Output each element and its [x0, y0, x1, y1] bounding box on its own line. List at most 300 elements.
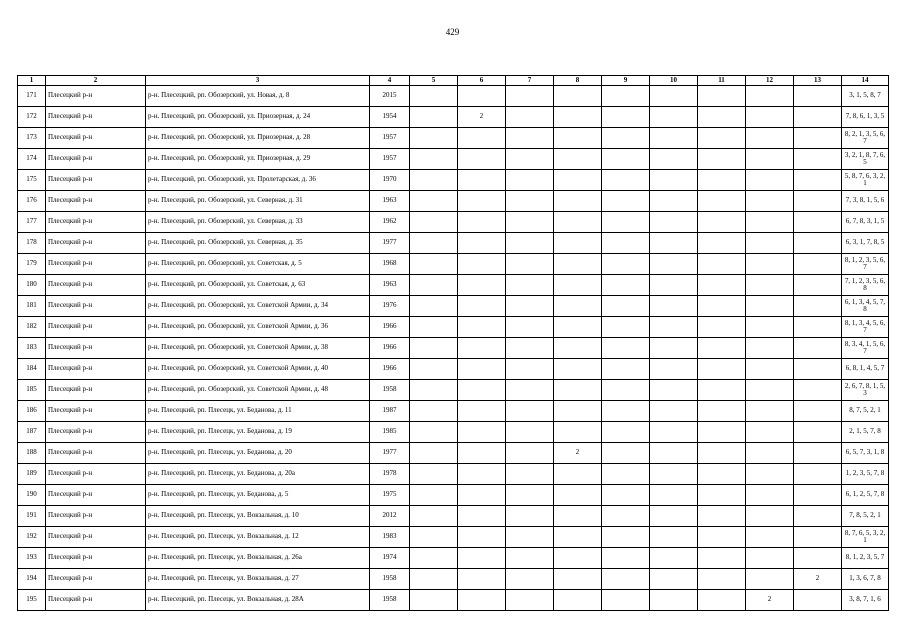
table-row: [18, 149, 889, 170]
year-cell: 1978: [370, 464, 410, 485]
value-cell-5: [410, 338, 458, 359]
value-cell-6: [458, 506, 506, 527]
address-cell: р-н. Плесецкий, рп. Плесецк, ул. Вокзальная, д. 27: [146, 569, 370, 590]
value-cell-11: [698, 212, 746, 233]
value-cell-5: [410, 149, 458, 170]
value-cell-12: [746, 317, 794, 338]
value-cell-5: [410, 569, 458, 590]
column-header-11: 11: [698, 76, 746, 86]
district-cell: Плесецкий р-н: [46, 107, 146, 128]
table-row: [18, 506, 889, 527]
column-header-10: 10: [650, 76, 698, 86]
value-cell-9: [602, 527, 650, 548]
value-cell-9: [602, 569, 650, 590]
value-cell-7: [506, 485, 554, 506]
table-row: [18, 212, 889, 233]
value-cell-9: [602, 548, 650, 569]
value-cell-8: [554, 86, 602, 107]
value-cell-6: [458, 128, 506, 149]
value-cell-5: [410, 254, 458, 275]
address-cell: р-н. Плесецкий, рп. Обозерский, ул. Новая, д. 8: [146, 86, 370, 107]
value-cell-13: [794, 233, 842, 254]
year-cell: 1977: [370, 233, 410, 254]
row-number-cell: 185: [18, 380, 46, 401]
value-cell-10: [650, 170, 698, 191]
row-number-cell: 186: [18, 401, 46, 422]
value-cell-8: [554, 233, 602, 254]
value-cell-9: [602, 212, 650, 233]
year-cell: 1958: [370, 380, 410, 401]
value-cell-7: [506, 212, 554, 233]
address-cell: р-н. Плесецкий, рп. Обозерский, ул. Советской Армии, д. 48: [146, 380, 370, 401]
value-cell-6: [458, 380, 506, 401]
value-cell-13: [794, 128, 842, 149]
table-row: [18, 401, 889, 422]
address-cell: р-н. Плесецкий, рп. Обозерский, ул. Советская, д. 63: [146, 275, 370, 296]
table-row: [18, 338, 889, 359]
value-cell-6: [458, 212, 506, 233]
value-cell-6: [458, 86, 506, 107]
value-cell-12: [746, 86, 794, 107]
district-cell: Плесецкий р-н: [46, 380, 146, 401]
address-cell: р-н. Плесецкий, рп. Обозерский, ул. Северная, д. 33: [146, 212, 370, 233]
row-number-cell: 187: [18, 422, 46, 443]
value-cell-13: [794, 212, 842, 233]
table-row: [18, 548, 889, 569]
column-header-2: 2: [46, 76, 146, 86]
page-number: 429: [445, 27, 460, 37]
value-cell-11: [698, 548, 746, 569]
district-cell: Плесецкий р-н: [46, 86, 146, 107]
value-cell-7: [506, 170, 554, 191]
value-cell-8: [554, 128, 602, 149]
codes-cell: 8, 2, 1, 3, 5, 6, 7: [842, 128, 889, 149]
year-cell: 1958: [370, 569, 410, 590]
codes-cell: 8, 1, 3, 4, 5, 6, 7: [842, 317, 889, 338]
district-cell: Плесецкий р-н: [46, 506, 146, 527]
value-cell-8: [554, 170, 602, 191]
address-cell: р-н. Плесецкий, рп. Обозерский, ул. Советская, д. 5: [146, 254, 370, 275]
codes-cell: 3, 8, 7, 1, 6: [842, 590, 889, 611]
address-cell: р-н. Плесецкий, рп. Плесецк, ул. Беданова, д. 19: [146, 422, 370, 443]
table-row: [18, 170, 889, 191]
value-cell-13: [794, 380, 842, 401]
column-header-5: 5: [410, 76, 458, 86]
value-cell-12: [746, 380, 794, 401]
value-cell-11: [698, 275, 746, 296]
table-row: [18, 86, 889, 107]
value-cell-7: [506, 317, 554, 338]
codes-cell: 7, 3, 8, 1, 5, 6: [842, 191, 889, 212]
value-cell-6: [458, 296, 506, 317]
value-cell-9: [602, 275, 650, 296]
value-cell-10: [650, 422, 698, 443]
table-header: [18, 76, 889, 86]
district-cell: Плесецкий р-н: [46, 485, 146, 506]
value-cell-11: [698, 86, 746, 107]
value-cell-8: [554, 527, 602, 548]
row-number-cell: 181: [18, 296, 46, 317]
value-cell-11: [698, 317, 746, 338]
table-row: [18, 485, 889, 506]
value-cell-7: [506, 254, 554, 275]
value-cell-7: [506, 275, 554, 296]
value-cell-6: [458, 338, 506, 359]
value-cell-7: [506, 296, 554, 317]
value-cell-7: [506, 149, 554, 170]
year-cell: 1966: [370, 317, 410, 338]
year-cell: 1963: [370, 275, 410, 296]
row-number-cell: 194: [18, 569, 46, 590]
value-cell-13: [794, 527, 842, 548]
value-cell-12: [746, 128, 794, 149]
year-cell: 1954: [370, 107, 410, 128]
value-cell-13: [794, 107, 842, 128]
codes-cell: 8, 1, 2, 3, 5, 6, 7: [842, 254, 889, 275]
value-cell-8: [554, 338, 602, 359]
value-cell-5: [410, 296, 458, 317]
value-cell-12: [746, 569, 794, 590]
year-cell: 1974: [370, 548, 410, 569]
value-cell-8: [554, 548, 602, 569]
value-cell-10: [650, 254, 698, 275]
value-cell-11: [698, 149, 746, 170]
district-cell: Плесецкий р-н: [46, 296, 146, 317]
address-cell: р-н. Плесецкий, рп. Обозерский, ул. Северная, д. 35: [146, 233, 370, 254]
codes-cell: 6, 8, 1, 4, 5, 7: [842, 359, 889, 380]
district-cell: Плесецкий р-н: [46, 128, 146, 149]
value-cell-8: [554, 569, 602, 590]
value-cell-7: [506, 233, 554, 254]
value-cell-7: [506, 506, 554, 527]
address-cell: р-н. Плесецкий, рп. Обозерский, ул. Советской Армии, д. 40: [146, 359, 370, 380]
value-cell-8: [554, 212, 602, 233]
value-cell-7: [506, 128, 554, 149]
value-cell-10: [650, 506, 698, 527]
value-cell-12: [746, 191, 794, 212]
value-cell-8: [554, 380, 602, 401]
value-cell-12: [746, 149, 794, 170]
table-row: [18, 296, 889, 317]
value-cell-6: 2: [458, 107, 506, 128]
row-number-cell: 193: [18, 548, 46, 569]
table-row: [18, 317, 889, 338]
value-cell-6: [458, 170, 506, 191]
value-cell-12: [746, 233, 794, 254]
value-cell-8: [554, 191, 602, 212]
year-cell: 1966: [370, 338, 410, 359]
value-cell-6: [458, 464, 506, 485]
register-table: [17, 75, 889, 611]
value-cell-9: [602, 149, 650, 170]
value-cell-13: [794, 485, 842, 506]
address-cell: р-н. Плесецкий, рп. Обозерский, ул. Приозерная, д. 28: [146, 128, 370, 149]
row-number-cell: 182: [18, 317, 46, 338]
value-cell-6: [458, 401, 506, 422]
value-cell-13: [794, 401, 842, 422]
value-cell-11: [698, 254, 746, 275]
value-cell-10: [650, 191, 698, 212]
value-cell-5: [410, 212, 458, 233]
codes-cell: 2, 1, 5, 7, 8: [842, 422, 889, 443]
value-cell-13: [794, 464, 842, 485]
column-header-3: 3: [146, 76, 370, 86]
table-row: [18, 422, 889, 443]
row-number-cell: 174: [18, 149, 46, 170]
row-number-cell: 180: [18, 275, 46, 296]
value-cell-6: [458, 191, 506, 212]
value-cell-13: [794, 338, 842, 359]
value-cell-8: [554, 275, 602, 296]
column-header-1: 1: [18, 76, 46, 86]
district-cell: Плесецкий р-н: [46, 359, 146, 380]
value-cell-6: [458, 569, 506, 590]
column-header-14: 14: [842, 76, 889, 86]
codes-cell: 6, 5, 7, 3, 1, 8: [842, 443, 889, 464]
district-cell: Плесецкий р-н: [46, 233, 146, 254]
value-cell-12: [746, 401, 794, 422]
value-cell-7: [506, 338, 554, 359]
value-cell-6: [458, 254, 506, 275]
value-cell-12: [746, 464, 794, 485]
codes-cell: 6, 1, 2, 5, 7, 8: [842, 485, 889, 506]
row-number-cell: 195: [18, 590, 46, 611]
value-cell-6: [458, 527, 506, 548]
value-cell-5: [410, 506, 458, 527]
year-cell: 2015: [370, 86, 410, 107]
value-cell-6: [458, 275, 506, 296]
value-cell-12: 2: [746, 590, 794, 611]
value-cell-8: [554, 401, 602, 422]
table-row: [18, 464, 889, 485]
row-number-cell: 172: [18, 107, 46, 128]
value-cell-11: [698, 485, 746, 506]
value-cell-9: [602, 233, 650, 254]
value-cell-9: [602, 296, 650, 317]
value-cell-11: [698, 590, 746, 611]
year-cell: 1966: [370, 359, 410, 380]
codes-cell: 7, 8, 6, 1, 3, 5: [842, 107, 889, 128]
address-cell: р-н. Плесецкий, рп. Плесецк, ул. Беданова, д. 20: [146, 443, 370, 464]
address-cell: р-н. Плесецкий, рп. Обозерский, ул. Приозерная, д. 24: [146, 107, 370, 128]
value-cell-11: [698, 233, 746, 254]
table-row: [18, 443, 889, 464]
table-row: [18, 590, 889, 611]
address-cell: р-н. Плесецкий, рп. Плесецк, ул. Вокзальная, д. 28А: [146, 590, 370, 611]
codes-cell: 6, 3, 1, 7, 8, 5: [842, 233, 889, 254]
column-header-9: 9: [602, 76, 650, 86]
value-cell-10: [650, 275, 698, 296]
header-row: [18, 76, 889, 86]
value-cell-5: [410, 128, 458, 149]
value-cell-7: [506, 443, 554, 464]
address-cell: р-н. Плесецкий, рп. Плесецк, ул. Вокзальная, д. 26а: [146, 548, 370, 569]
value-cell-9: [602, 254, 650, 275]
value-cell-12: [746, 506, 794, 527]
value-cell-10: [650, 233, 698, 254]
year-cell: 1983: [370, 527, 410, 548]
value-cell-8: [554, 422, 602, 443]
row-number-cell: 175: [18, 170, 46, 191]
value-cell-7: [506, 191, 554, 212]
value-cell-5: [410, 527, 458, 548]
year-cell: 1985: [370, 422, 410, 443]
table-row: [18, 254, 889, 275]
table-body: [18, 86, 889, 611]
value-cell-5: [410, 170, 458, 191]
value-cell-7: [506, 359, 554, 380]
value-cell-13: [794, 548, 842, 569]
codes-cell: 1, 3, 6, 7, 8: [842, 569, 889, 590]
column-header-7: 7: [506, 76, 554, 86]
row-number-cell: 190: [18, 485, 46, 506]
district-cell: Плесецкий р-н: [46, 548, 146, 569]
address-cell: р-н. Плесецкий, рп. Обозерский, ул. Советской Армии, д. 38: [146, 338, 370, 359]
value-cell-9: [602, 359, 650, 380]
value-cell-8: [554, 317, 602, 338]
table-row: [18, 569, 889, 590]
value-cell-7: [506, 422, 554, 443]
value-cell-8: [554, 485, 602, 506]
value-cell-9: [602, 191, 650, 212]
value-cell-11: [698, 128, 746, 149]
value-cell-11: [698, 401, 746, 422]
value-cell-13: [794, 422, 842, 443]
codes-cell: 5, 8, 7, 6, 3, 2, 1: [842, 170, 889, 191]
value-cell-9: [602, 464, 650, 485]
value-cell-10: [650, 128, 698, 149]
table-row: [18, 380, 889, 401]
value-cell-7: [506, 107, 554, 128]
year-cell: 2012: [370, 506, 410, 527]
value-cell-12: [746, 107, 794, 128]
value-cell-10: [650, 485, 698, 506]
column-header-6: 6: [458, 76, 506, 86]
district-cell: Плесецкий р-н: [46, 254, 146, 275]
value-cell-8: 2: [554, 443, 602, 464]
value-cell-5: [410, 401, 458, 422]
value-cell-10: [650, 359, 698, 380]
row-number-cell: 188: [18, 443, 46, 464]
row-number-cell: 184: [18, 359, 46, 380]
value-cell-13: [794, 506, 842, 527]
column-header-8: 8: [554, 76, 602, 86]
value-cell-7: [506, 590, 554, 611]
value-cell-11: [698, 359, 746, 380]
row-number-cell: 191: [18, 506, 46, 527]
year-cell: 1977: [370, 443, 410, 464]
value-cell-10: [650, 317, 698, 338]
value-cell-8: [554, 254, 602, 275]
value-cell-10: [650, 296, 698, 317]
value-cell-5: [410, 380, 458, 401]
value-cell-13: [794, 191, 842, 212]
value-cell-11: [698, 527, 746, 548]
value-cell-12: [746, 422, 794, 443]
value-cell-5: [410, 359, 458, 380]
value-cell-9: [602, 401, 650, 422]
value-cell-7: [506, 548, 554, 569]
value-cell-9: [602, 107, 650, 128]
value-cell-11: [698, 107, 746, 128]
column-header-13: 13: [794, 76, 842, 86]
value-cell-11: [698, 569, 746, 590]
value-cell-11: [698, 170, 746, 191]
value-cell-5: [410, 590, 458, 611]
table-row: [18, 191, 889, 212]
year-cell: 1957: [370, 149, 410, 170]
address-cell: р-н. Плесецкий, рп. Обозерский, ул. Северная, д. 31: [146, 191, 370, 212]
value-cell-12: [746, 443, 794, 464]
value-cell-12: [746, 527, 794, 548]
district-cell: Плесецкий р-н: [46, 317, 146, 338]
codes-cell: 8, 3, 4, 1, 5, 6, 7: [842, 338, 889, 359]
value-cell-9: [602, 590, 650, 611]
value-cell-10: [650, 86, 698, 107]
value-cell-10: [650, 380, 698, 401]
year-cell: 1962: [370, 212, 410, 233]
value-cell-9: [602, 86, 650, 107]
value-cell-7: [506, 86, 554, 107]
value-cell-6: [458, 317, 506, 338]
row-number-cell: 183: [18, 338, 46, 359]
row-number-cell: 189: [18, 464, 46, 485]
address-cell: р-н. Плесецкий, рп. Обозерский, ул. Советской Армии, д. 34: [146, 296, 370, 317]
row-number-cell: 176: [18, 191, 46, 212]
value-cell-13: [794, 254, 842, 275]
value-cell-12: [746, 548, 794, 569]
value-cell-8: [554, 590, 602, 611]
codes-cell: 8, 7, 5, 2, 1: [842, 401, 889, 422]
value-cell-8: [554, 464, 602, 485]
value-cell-10: [650, 107, 698, 128]
codes-cell: 3, 1, 5, 8, 7: [842, 86, 889, 107]
value-cell-12: [746, 275, 794, 296]
value-cell-5: [410, 443, 458, 464]
value-cell-6: [458, 422, 506, 443]
value-cell-9: [602, 422, 650, 443]
address-cell: р-н. Плесецкий, рп. Плесецк, ул. Беданова, д. 20а: [146, 464, 370, 485]
value-cell-8: [554, 506, 602, 527]
row-number-cell: 177: [18, 212, 46, 233]
codes-cell: 8, 1, 2, 3, 5, 7: [842, 548, 889, 569]
value-cell-13: [794, 296, 842, 317]
value-cell-9: [602, 380, 650, 401]
value-cell-11: [698, 296, 746, 317]
value-cell-9: [602, 338, 650, 359]
value-cell-5: [410, 485, 458, 506]
year-cell: 1963: [370, 191, 410, 212]
value-cell-5: [410, 317, 458, 338]
codes-cell: 8, 7, 6, 5, 3, 2, 1: [842, 527, 889, 548]
value-cell-8: [554, 107, 602, 128]
year-cell: 1958: [370, 590, 410, 611]
district-cell: Плесецкий р-н: [46, 170, 146, 191]
district-cell: Плесецкий р-н: [46, 149, 146, 170]
value-cell-13: [794, 170, 842, 191]
year-cell: 1968: [370, 254, 410, 275]
value-cell-12: [746, 254, 794, 275]
value-cell-13: [794, 86, 842, 107]
value-cell-8: [554, 359, 602, 380]
year-cell: 1970: [370, 170, 410, 191]
codes-cell: 1, 2, 3, 5, 7, 8: [842, 464, 889, 485]
value-cell-9: [602, 170, 650, 191]
value-cell-6: [458, 149, 506, 170]
value-cell-9: [602, 506, 650, 527]
value-cell-5: [410, 275, 458, 296]
value-cell-10: [650, 527, 698, 548]
